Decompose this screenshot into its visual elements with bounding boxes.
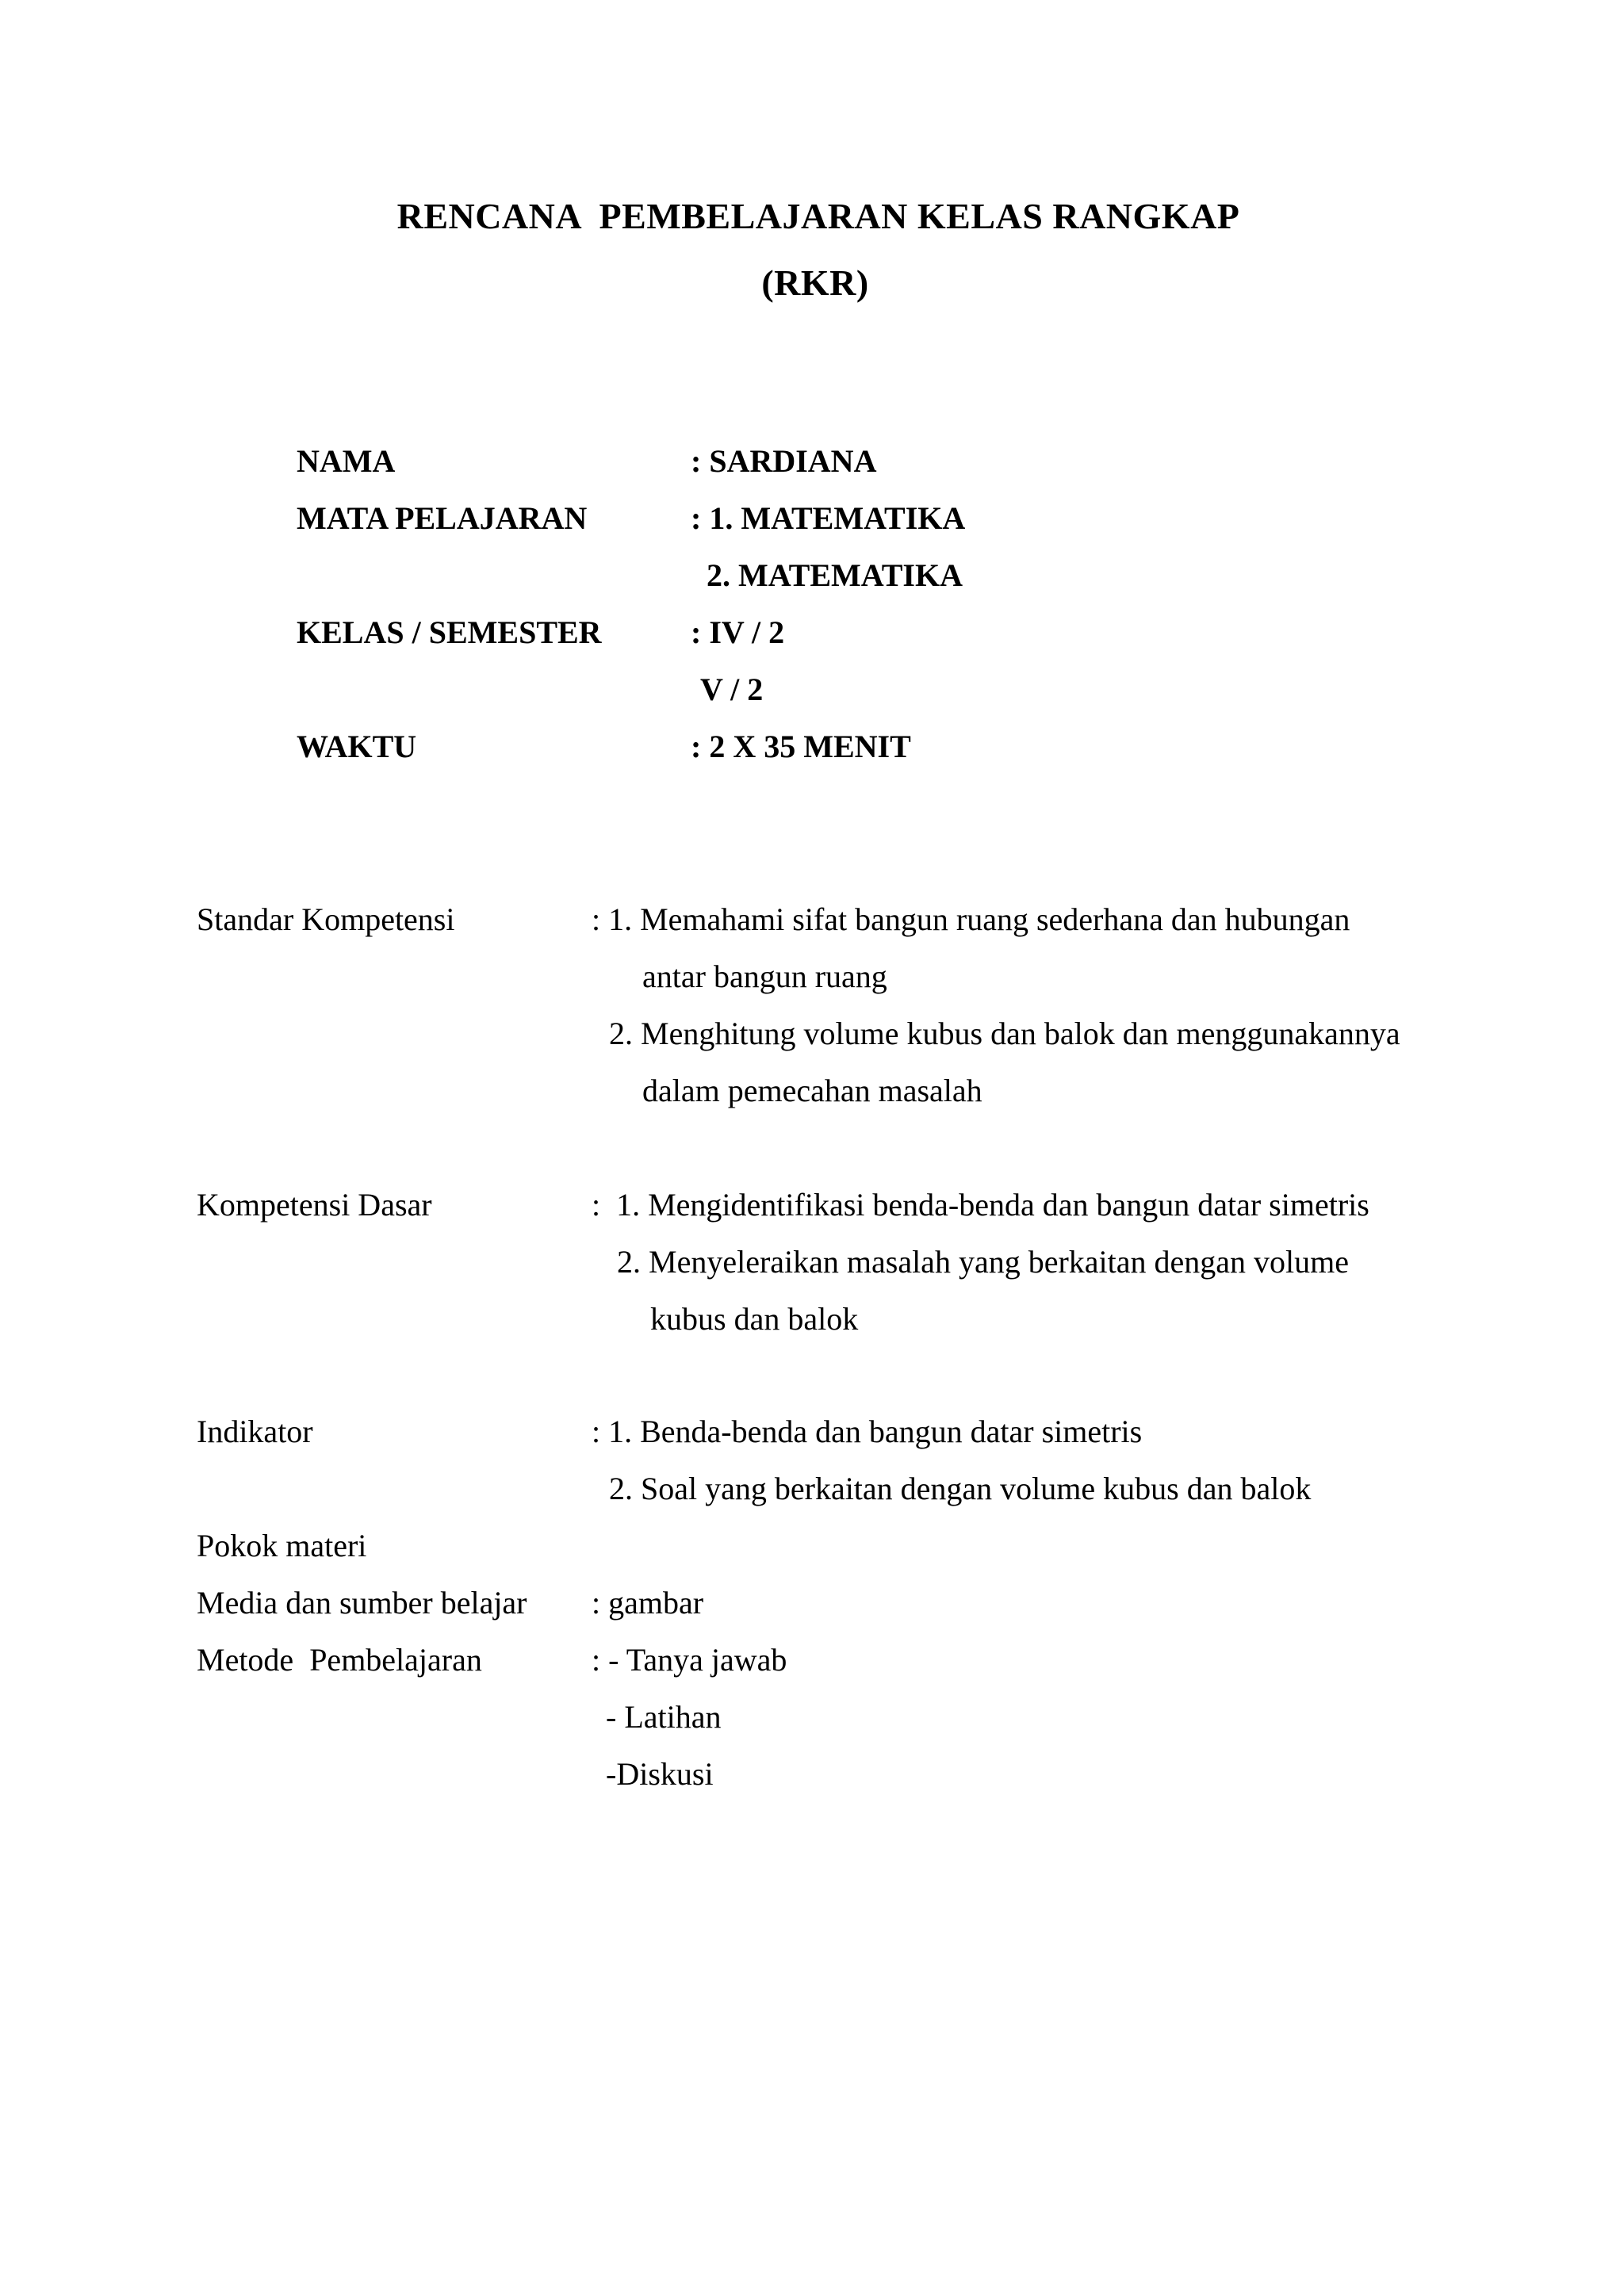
mata-pelajaran-value-2: 2. MATEMATIKA (707, 557, 963, 593)
document-subtitle: (RKR) (761, 262, 869, 303)
kompetensi-dasar-line-2: 2. Menyeleraikan masalah yang berkaitan dengan volume (617, 1244, 1349, 1280)
indikator-line-2: 2. Soal yang berkaitan dengan volume kubus dan balok (609, 1471, 1312, 1506)
metode-pembelajaran-label: Metode Pembelajaran (197, 1642, 482, 1678)
standar-kompetensi-line-2: antar bangun ruang (642, 959, 887, 994)
metode-pembelajaran-line-3: -Diskusi (606, 1756, 714, 1792)
standar-kompetensi-line-3: 2. Menghitung volume kubus dan balok dan menggunakannya (609, 1016, 1400, 1051)
document-title: RENCANA PEMBELAJARAN KELAS RANGKAP (396, 196, 1240, 236)
standar-kompetensi-line-1: : 1. Memahami sifat bangun ruang sederhana dan hubungan (592, 901, 1350, 937)
kompetensi-dasar-label: Kompetensi Dasar (197, 1187, 432, 1223)
waktu-value: : 2 X 35 MENIT (691, 729, 911, 764)
mata-pelajaran-value-1: : 1. MATEMATIKA (691, 500, 966, 536)
mata-pelajaran-label: MATA PELAJARAN (297, 500, 588, 536)
waktu-label: WAKTU (297, 729, 417, 764)
kompetensi-dasar-line-1: : 1. Mengidentifikasi benda-benda dan bangun datar simetris (592, 1187, 1369, 1223)
nama-value: : SARDIANA (691, 443, 877, 479)
media-sumber-label: Media dan sumber belajar (197, 1585, 527, 1621)
metode-pembelajaran-line-1: : - Tanya jawab (592, 1642, 787, 1678)
pokok-materi-label: Pokok materi (197, 1528, 367, 1563)
kelas-semester-value-2: V / 2 (700, 672, 764, 707)
kelas-semester-label: KELAS / SEMESTER (297, 614, 602, 650)
kelas-semester-value-1: : IV / 2 (691, 614, 785, 650)
standar-kompetensi-label: Standar Kompetensi (197, 901, 455, 937)
indikator-label: Indikator (197, 1414, 313, 1449)
nama-label: NAMA (297, 443, 396, 479)
indikator-line-1: : 1. Benda-benda dan bangun datar simetris (592, 1414, 1143, 1449)
media-sumber-value: : gambar (592, 1585, 704, 1621)
kompetensi-dasar-line-3: kubus dan balok (650, 1301, 859, 1337)
standar-kompetensi-line-4: dalam pemecahan masalah (642, 1073, 982, 1108)
metode-pembelajaran-line-2: - Latihan (606, 1699, 722, 1735)
